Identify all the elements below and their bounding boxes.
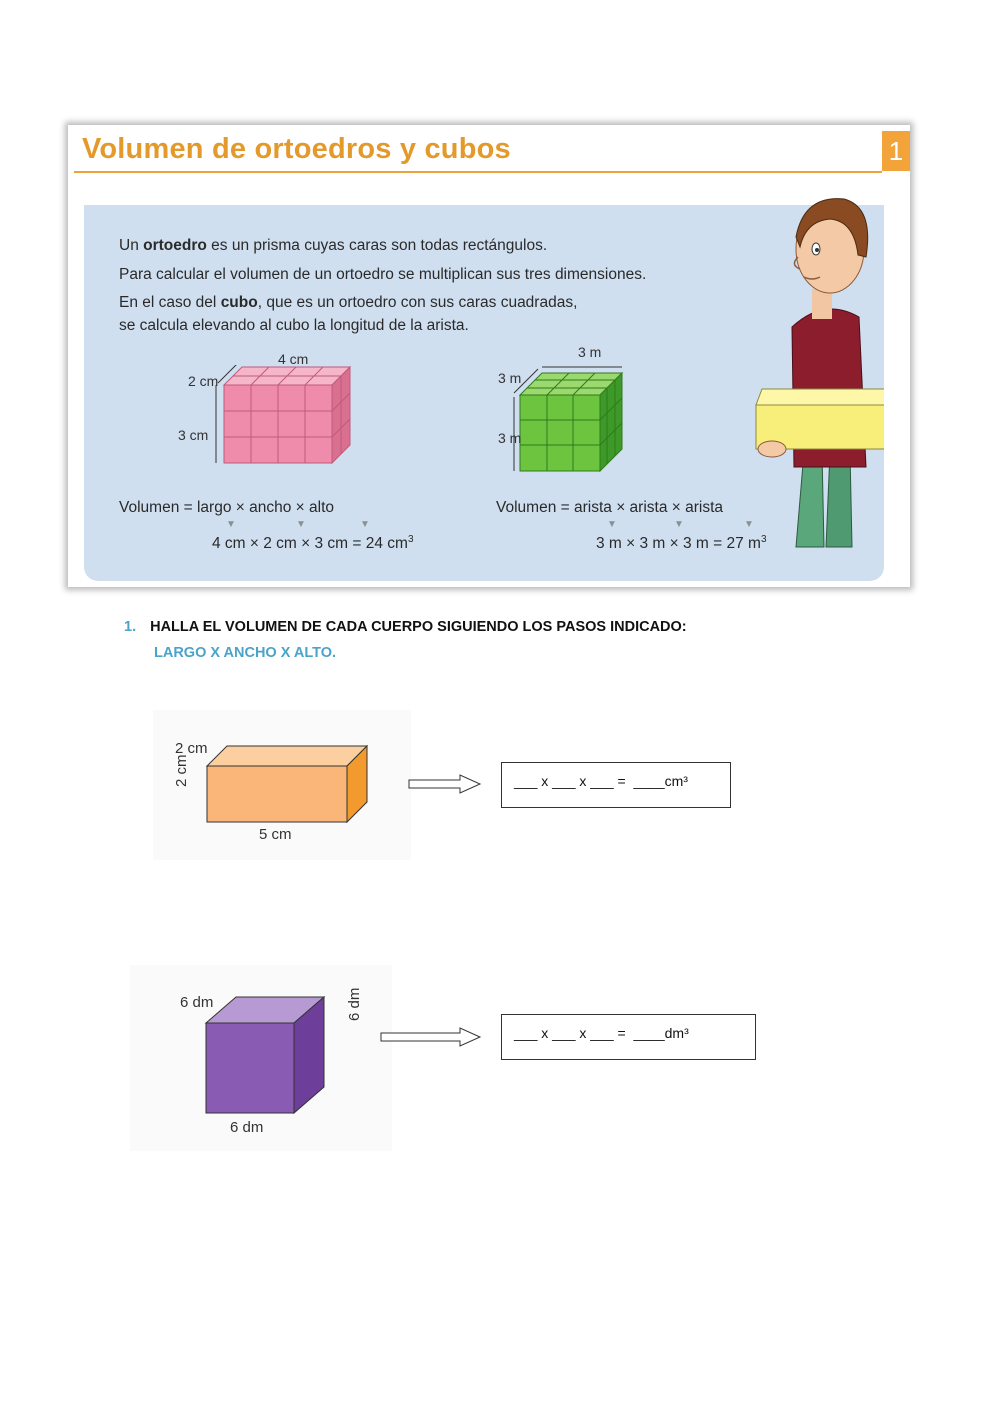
- definition-ortoedro: Un ortoedro es un prisma cuyas caras son todas rectángulos.: [119, 237, 548, 254]
- banner-title: Volumen de ortoedros y cubos: [82, 133, 511, 165]
- answer-box-purple[interactable]: ___ x ___ x ___ = ____dm³: [501, 1014, 756, 1060]
- purple-height-label: 6 dm: [346, 987, 363, 1021]
- pointer-triangle: ▼: [360, 519, 370, 530]
- definition-cubo: En el caso del cubo, que es un ortoedro con sus caras cuadradas,: [119, 294, 578, 311]
- definition-volume: Para calcular el volumen de un ortoedro se multiplican sus tres dimensiones.: [119, 266, 647, 283]
- info-panel: [84, 205, 884, 581]
- pointer-triangle: ▼: [296, 519, 306, 530]
- purple-depth-label: 6 dm: [180, 994, 214, 1011]
- pointer-triangle: ▼: [674, 519, 684, 530]
- green-cube-figure: [510, 365, 640, 495]
- unit-number-badge: 1: [882, 131, 910, 171]
- exercise-number: 1.: [124, 619, 137, 635]
- pointer-triangle: ▼: [607, 519, 617, 530]
- green-top-label: 3 m: [578, 344, 602, 360]
- exercise-heading-text: HALLA EL VOLUMEN DE CADA CUERPO SIGUIENDO LOS PASOS INDICADO:: [150, 619, 687, 635]
- pink-height-label: 3 cm: [178, 427, 209, 443]
- pointer-triangle: ▼: [744, 519, 754, 530]
- right-arrow-icon: [380, 1027, 482, 1047]
- formula-cubo: Volumen = arista × arista × arista: [496, 499, 724, 516]
- title-divider: [74, 171, 882, 173]
- orange-prism-card: [153, 710, 411, 860]
- pink-depth-label: 2 cm: [188, 373, 219, 389]
- boy-holding-box-illustration: [734, 177, 884, 557]
- result-ortoedro: 4 cm × 2 cm × 3 cm = 24 $cm^3$: [212, 534, 414, 553]
- textbook-banner: [68, 125, 910, 587]
- orange-length-label: 5 cm: [259, 826, 292, 843]
- right-arrow-icon: [408, 774, 482, 794]
- definition-cubo-2: se calcula elevando al cubo la longitud de la arista.: [119, 317, 469, 334]
- boy-figure: [756, 199, 884, 547]
- result-cubo: 3 m × 3 m × 3 m = 27 $m^3$: [596, 534, 767, 553]
- green-depth-label: 3 m: [498, 370, 522, 386]
- purple-length-label: 6 dm: [230, 1119, 264, 1136]
- pink-prism-shape: [216, 365, 350, 463]
- exercise-subheading: LARGO X ANCHO X ALTO.: [154, 645, 337, 661]
- green-height-label: 3 m: [498, 430, 522, 446]
- pointer-triangle: ▼: [226, 519, 236, 530]
- orange-height-label: 2 cm: [173, 754, 190, 787]
- pink-width-label: 4 cm: [278, 351, 309, 367]
- answer-box-orange[interactable]: ___ x ___ x ___ = ____cm³: [501, 762, 731, 808]
- pink-prism-figure: [204, 365, 364, 505]
- purple-cube-card: [130, 965, 392, 1151]
- formula-ortoedro: Volumen = largo × ancho × alto: [119, 499, 335, 516]
- exercise-heading: [124, 619, 687, 635]
- green-cube-shape: [514, 367, 622, 471]
- orange-depth-label: 2 cm: [175, 740, 208, 757]
